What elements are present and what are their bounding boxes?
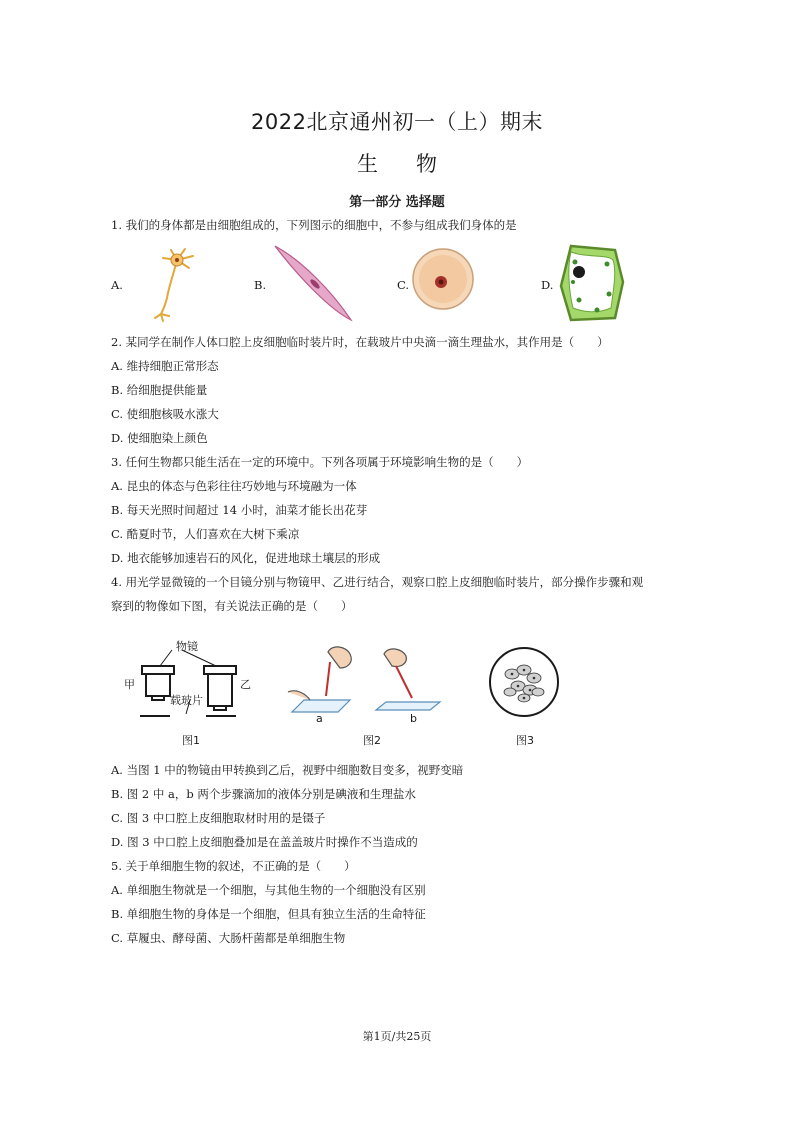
plant-cell-image [557,242,627,324]
q4-figure [120,636,570,748]
slide-label: 载玻片 [170,694,203,707]
q4-option-a: A. 当图 1 中的物镜由甲转换到乙后，视野中细胞数目变多，视野变暗 [111,763,464,777]
section-heading: 第一部分 选择题 [349,195,445,210]
q5-stem: 5. 关于单细胞生物的叙述，不正确的是（ ） [111,859,356,873]
figure1-caption: 图1 [182,734,200,747]
q4-option-c: C. 图 3 中口腔上皮细胞取材时用的是镊子 [111,811,326,825]
q2-option-c: C. 使细胞核吸水涨大 [111,407,219,421]
q4-stem-line2: 察到的物像如下图，有关说法正确的是（ ） [111,599,353,613]
q4-option-b: B. 图 2 中 a，b 两个步骤滴加的液体分别是碘液和生理盐水 [111,787,416,801]
q2-option-d: D. 使细胞染上颜色 [111,431,208,445]
step-a-label: a [316,712,323,725]
egg-cell-image [411,246,475,312]
q3-option-b: B. 每天光照时间超过 14 小时，油菜才能长出花芽 [111,503,368,517]
neuron-cell-image [149,246,209,322]
figure3-caption: 图3 [516,734,534,747]
q4-option-d: D. 图 3 中口腔上皮细胞叠加是在盖盖玻片时操作不当造成的 [111,835,418,849]
field-of-view-image [488,646,560,718]
q3-option-d: D. 地衣能够加速岩石的风化，促进地球土壤层的形成 [111,551,381,565]
q2-option-b: B. 给细胞提供能量 [111,383,208,397]
q3-option-a: A. 昆虫的体态与色彩往往巧妙地与环境融为一体 [111,479,357,493]
q2-stem: 2. 某同学在制作人体口腔上皮细胞临时装片时，在载玻片中央滴一滴生理盐水，其作用是（ ） [111,335,609,349]
page-footer: 第1页/共25页 [362,1030,432,1043]
q4-stem-line1: 4. 用光学显微镜的一个目镜分别与物镜甲、乙进行结合，观察口腔上皮细胞临时装片，部分操作步骤和观 [111,575,644,589]
q5-option-b: B. 单细胞生物的身体是一个细胞，但具有独立生活的生命特征 [111,907,426,921]
smooth-muscle-cell-image [271,240,357,326]
q3-option-c: C. 酷夏时节，人们喜欢在大树下乘凉 [111,527,300,541]
step-b-label: b [410,712,417,725]
q1-figure-row [111,240,691,326]
objective-jia-label: 甲 [124,678,135,691]
q1-option-b-label: B. [254,278,267,292]
q1-option-a-label: A. [111,278,123,292]
objective-label: 物镜 [176,640,198,653]
q2-option-a: A. 维持细胞正常形态 [111,359,219,373]
q1-option-d-label: D. [541,278,554,292]
q3-stem: 3. 任何生物都只能生活在一定的环境中。下列各项属于环境影响生物的是（ ） [111,455,529,469]
objective-yi-label: 乙 [240,678,251,691]
q1-stem: 1. 我们的身体都是由细胞组成的，下列图示的细胞中，不参与组成我们身体的是 [111,218,517,232]
page-title: 2022北京通州初一（上）期末 [251,110,543,134]
dropper-steps-image [280,638,460,728]
q5-option-a: A. 单细胞生物就是一个细胞，与其他生物的一个细胞没有区别 [111,883,426,897]
subject-title: 生物 [357,152,475,176]
figure2-caption: 图2 [363,734,381,747]
q5-option-c: C. 草履虫、酵母菌、大肠杆菌都是单细胞生物 [111,931,346,945]
q1-option-c-label: C. [397,278,410,292]
